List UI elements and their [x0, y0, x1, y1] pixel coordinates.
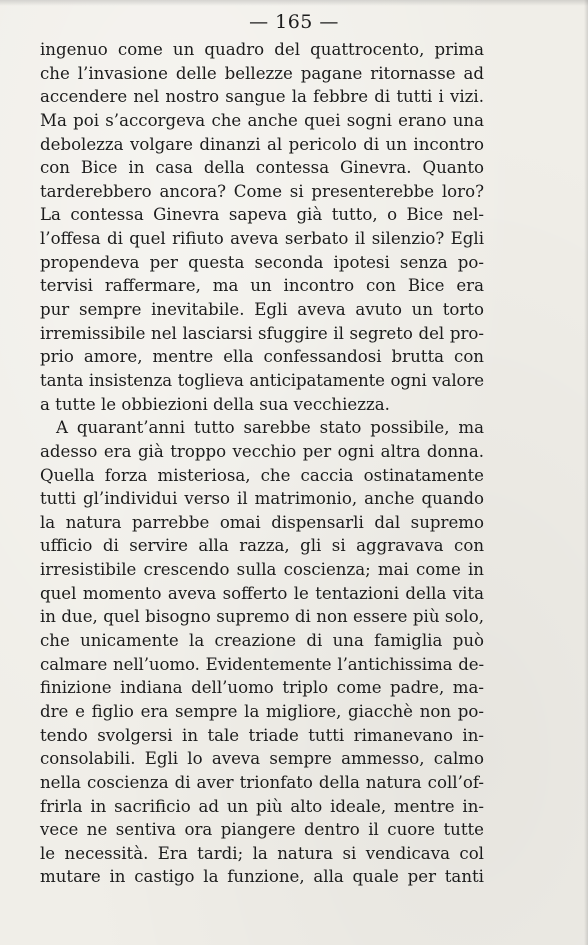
text-line: le necessità. Era tardi; la natura si vendicava col: [40, 843, 484, 863]
text-line: che unicamente la creazione di una famiglia può: [40, 631, 484, 651]
text-line: in due, quel bisogno supremo di non essere più solo,: [40, 607, 484, 627]
text-line: irremissibile nel lasciarsi sfuggire il segreto del pro-: [40, 323, 484, 343]
text-line: A quarant’anni tutto sarebbe stato possibile, ma: [56, 418, 484, 438]
text-line: vece ne sentiva ora piangere dentro il cuore tutte: [40, 820, 484, 840]
text-line: pur sempre inevitabile. Egli aveva avuto un torto: [40, 300, 484, 320]
text-line: La contessa Ginevra sapeva già tutto, o Bice nel-: [40, 205, 484, 225]
text-line: adesso era già troppo vecchio per ogni altra donna.: [40, 441, 484, 461]
text-line: tarderebbero ancora? Come si presenterebbe loro?: [40, 181, 484, 201]
text-line: con Bice in casa della contessa Ginevra. Quanto: [40, 158, 484, 178]
text-line: calmare nell’uomo. Evidentemente l’antichissima de-: [40, 654, 484, 674]
page-top-edge-shadow: [0, 0, 588, 6]
text-line: consolabili. Egli lo aveva sempre ammesso, calmo: [40, 749, 484, 769]
text-line: Ma poi s’accorgeva che anche quei sogni erano una: [40, 110, 484, 130]
body-text: [40, 38, 484, 889]
text-line: a tutte le obbiezioni della sua vecchiezza.: [40, 394, 390, 414]
text-line: frirla in sacrificio ad un più alto ideale, mentre in-: [40, 796, 484, 816]
text-line: finizione indiana dell’uomo triplo come padre, ma-: [40, 678, 484, 698]
text-line: quel momento aveva sofferto le tentazioni della vita: [40, 583, 484, 603]
paragraph-1: [40, 38, 484, 416]
text-line: ufficio di servire alla razza, gli si aggravava con: [40, 536, 484, 556]
text-line: tutti gl’individui verso il matrimonio, anche quando: [40, 489, 484, 509]
text-line: debolezza volgare dinanzi al pericolo di un incontro: [40, 134, 484, 154]
paragraph-2: [40, 416, 484, 889]
text-line: prio amore, mentre ella confessandosi brutta con: [40, 347, 484, 367]
text-line: tervisi raffermare, ma un incontro con Bice era: [40, 276, 484, 296]
text-line: nella coscienza di aver trionfato della natura coll’of-: [40, 772, 484, 792]
text-line: la natura parrebbe omai dispensarli dal supremo: [40, 512, 484, 532]
text-line: dre e figlio era sempre la migliore, giacchè non po-: [40, 701, 484, 721]
text-line: Quella forza misteriosa, che caccia ostinatamente: [40, 465, 484, 485]
page-right-edge-shadow: [584, 0, 588, 945]
text-line: che l’invasione delle bellezze pagane ritornasse ad: [40, 63, 484, 83]
text-line: ingenuo come un quadro del quattrocento, prima: [40, 40, 484, 59]
text-line: irresistibile crescendo sulla coscienza; mai come in: [40, 560, 484, 580]
text-line: propendeva per questa seconda ipotesi senza po-: [40, 252, 484, 272]
text-line: accendere nel nostro sangue la febbre di tutti i vizi.: [40, 87, 484, 107]
text-line: tendo svolgersi in tale triade tutti rimanevano in-: [40, 725, 484, 745]
text-line: mutare in castigo la funzione, alla quale per tanti: [40, 867, 484, 887]
page-number: — 165 —: [249, 11, 339, 33]
text-line: l’offesa di quel rifiuto aveva serbato il silenzio? Egli: [40, 229, 484, 249]
text-line: tanta insistenza toglieva anticipatamente ogni valore: [40, 370, 484, 390]
